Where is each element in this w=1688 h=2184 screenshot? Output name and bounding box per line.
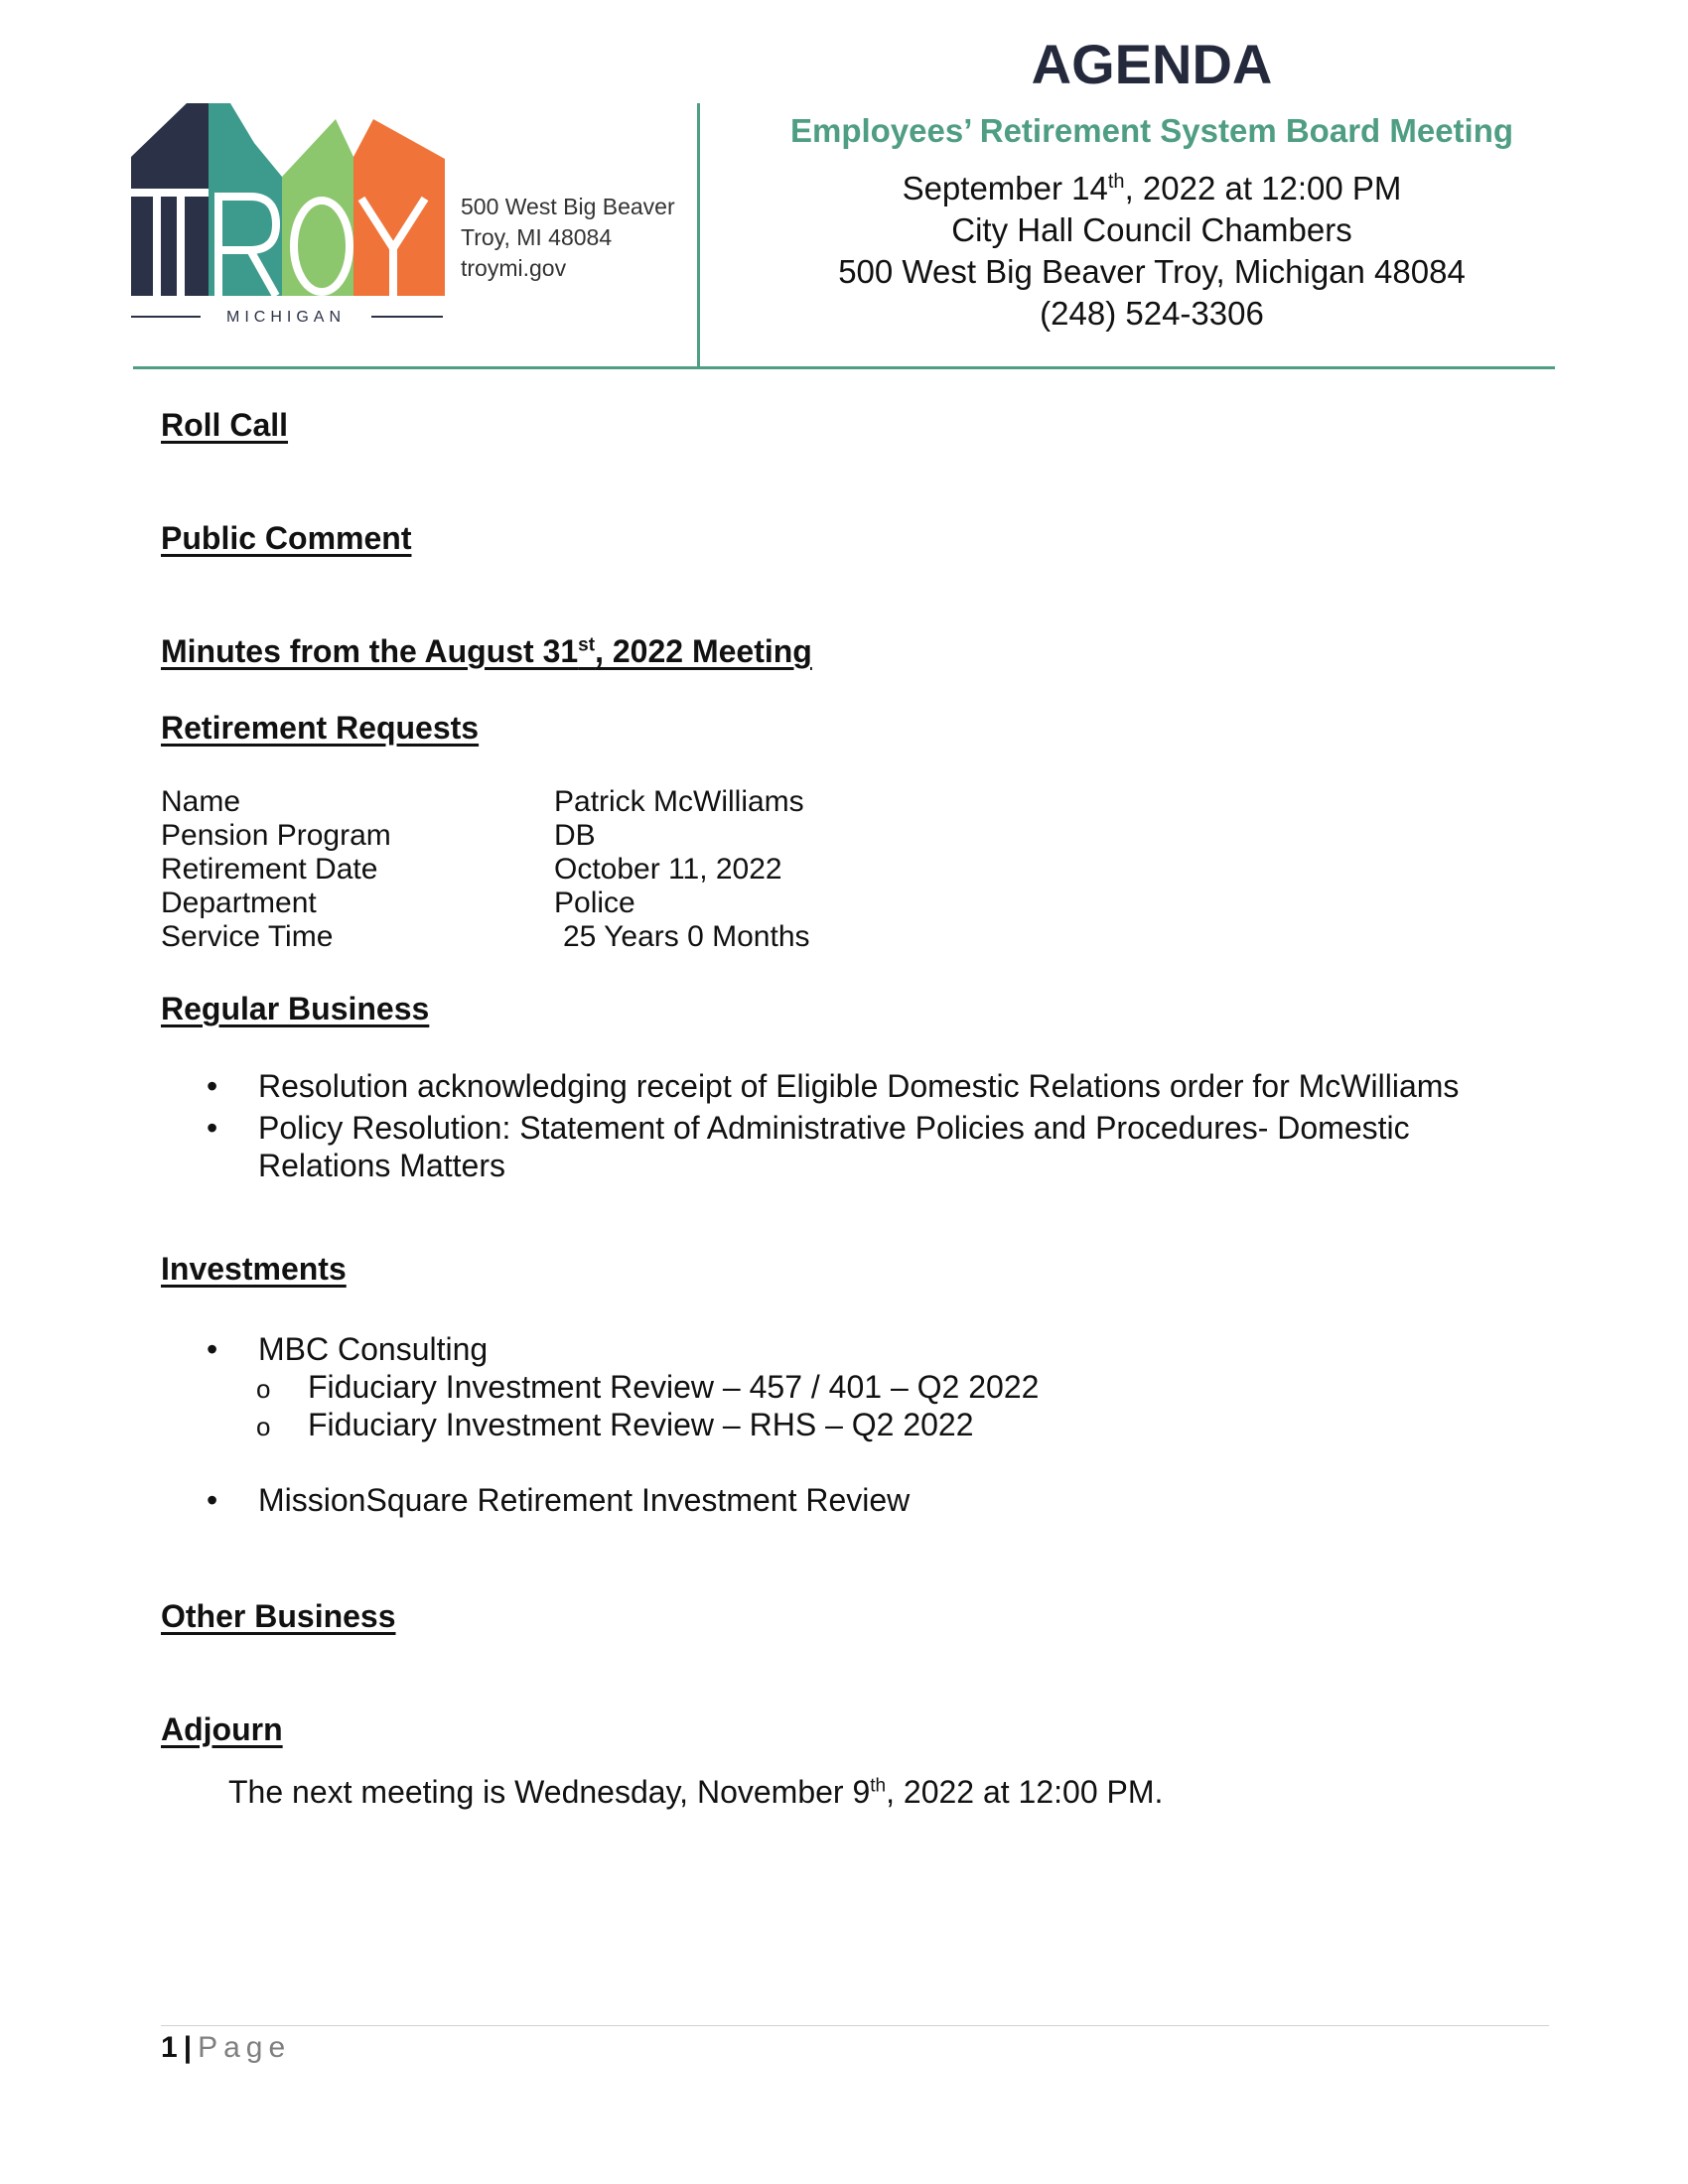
page-footer bbox=[161, 2031, 291, 2065]
investments-list bbox=[207, 1330, 1517, 1519]
list-item: • MBC Consulting bbox=[207, 1330, 1517, 1368]
list-item: • Policy Resolution: Statement of Administrative Policies and Procedures- Domestic Relations Matters bbox=[207, 1109, 1517, 1184]
city-state-zip: Troy, MI 48084 bbox=[461, 224, 613, 250]
list-item: • Resolution acknowledging receipt of Eligible Domestic Relations order for McWilliams bbox=[207, 1067, 1517, 1105]
field-label: Pension Program bbox=[161, 819, 391, 852]
retirement-request-row bbox=[161, 853, 810, 887]
retirement-request-details bbox=[161, 785, 810, 954]
meeting-phone: (248) 524-3306 bbox=[1040, 295, 1264, 332]
header-divider-horizontal bbox=[133, 366, 1555, 369]
regular-business-list bbox=[207, 1067, 1517, 1184]
footer-separator: | bbox=[183, 2031, 193, 2064]
heading-roll-call: Roll Call bbox=[161, 407, 289, 443]
field-value: Patrick McWilliams bbox=[554, 785, 804, 818]
city-website: troymi.gov bbox=[461, 255, 567, 281]
meeting-header bbox=[755, 30, 1549, 335]
footer-divider bbox=[161, 2025, 1549, 2026]
mbc-sublist bbox=[256, 1368, 1517, 1443]
retirement-request-row bbox=[161, 920, 810, 954]
field-label: Name bbox=[161, 785, 241, 818]
retirement-request-row bbox=[161, 819, 810, 853]
heading-minutes: Minutes from the August 31st, 2022 Meeting bbox=[161, 633, 812, 669]
logo-house-navy bbox=[131, 103, 209, 296]
meeting-address: 500 West Big Beaver Troy, Michigan 48084 bbox=[838, 253, 1466, 290]
next-meeting-notice: The next meeting is Wednesday, November 9th, 2022 at 12:00 PM. bbox=[228, 1774, 1164, 1810]
meeting-name: Employees’ Retirement System Board Meeting bbox=[789, 112, 1514, 149]
field-value: 25 Years 0 Months bbox=[563, 920, 810, 953]
list-item: • MissionSquare Retirement Investment Review bbox=[207, 1481, 1517, 1519]
retirement-request-row bbox=[161, 785, 810, 819]
field-value: Police bbox=[554, 887, 635, 919]
sub-list-item: o Fiduciary Investment Review – RHS – Q2 2022 bbox=[256, 1406, 1517, 1443]
meeting-date: September 14th, 2022 at 12:00 PM bbox=[902, 170, 1402, 206]
troy-logo bbox=[127, 97, 445, 326]
field-label: Department bbox=[161, 887, 317, 919]
field-value: DB bbox=[554, 819, 596, 852]
city-address-block bbox=[461, 192, 675, 284]
retirement-request-row bbox=[161, 887, 810, 920]
heading-investments: Investments bbox=[161, 1251, 347, 1287]
city-street: 500 West Big Beaver bbox=[461, 194, 675, 219]
sub-list-item: o Fiduciary Investment Review – 457 / 401 – Q2 2022 bbox=[256, 1368, 1517, 1406]
meeting-location: City Hall Council Chambers bbox=[951, 211, 1352, 248]
page-number: 1 bbox=[161, 2031, 178, 2064]
header-divider-vertical bbox=[697, 103, 700, 369]
heading-public-comment: Public Comment bbox=[161, 520, 412, 556]
heading-other-business: Other Business bbox=[161, 1598, 396, 1634]
field-label: Service Time bbox=[161, 920, 334, 953]
field-label: Retirement Date bbox=[161, 853, 378, 886]
page-title: AGENDA bbox=[1031, 33, 1273, 95]
heading-adjourn: Adjourn bbox=[161, 1711, 283, 1747]
page-label: Page bbox=[198, 2031, 292, 2064]
heading-retirement-requests: Retirement Requests bbox=[161, 710, 480, 746]
field-value: October 11, 2022 bbox=[554, 853, 782, 886]
logo-state-label: MICHIGAN bbox=[226, 309, 346, 326]
heading-regular-business: Regular Business bbox=[161, 991, 430, 1026]
